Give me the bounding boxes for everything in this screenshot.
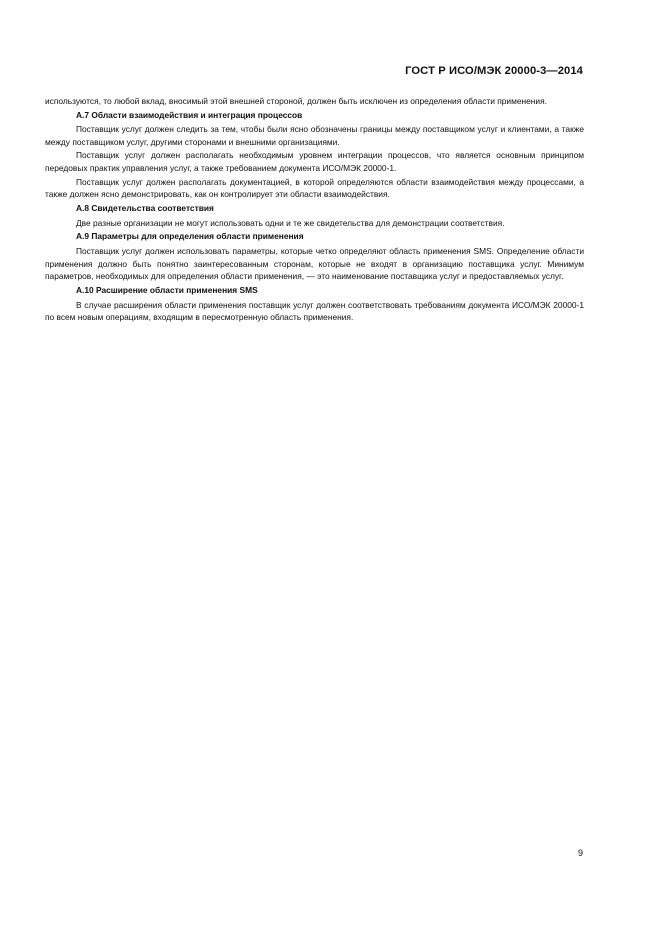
paragraph: Две разные организации не могут использовать одни и те же свидетельства для демонстрации соответствия. — [76, 217, 505, 228]
paragraph: Поставщик услуг должен располагать необходимым уровнем интеграции процессов, что является основным принципом передовых практик управления услуг, а также требованием документа ИСО/МЭК 20000-1. — [45, 150, 584, 174]
paragraph: Поставщик услуг должен располагать документацией, в которой определяются области взаимодействия между процессами, а также должен ясно демонстрировать, как он контролирует эти области взаимодействия. — [45, 176, 584, 200]
paragraph: В случае расширения области применения поставщик услуг должен соответствовать требованиям документа ИСО/МЭК 20000-1 по всем новым операциям, входящим в пересмотренную область применения. — [45, 299, 584, 323]
paragraph: Поставщик услуг должен следить за тем, чтобы были ясно обозначены границы между поставщиком услуг и клиентами, а также между поставщиком услуг, другими сторонами и внешними организациями. — [45, 124, 584, 147]
paragraph-continuation: используются, то любой вклад, вносимый этой внешней стороной, должен быть исключен из определения области применения. — [45, 96, 547, 106]
section-heading-a8: А.8 Свидетельства соответствия — [76, 203, 214, 214]
section-heading-a7: А.7 Области взаимодействия и интеграция процессов — [76, 109, 303, 120]
document-header-title: ГОСТ Р ИСО/МЭК 20000-3—2014 — [405, 65, 583, 77]
section-heading-a9: А.9 Параметры для определения области применения — [76, 231, 304, 242]
page-number: 9 — [577, 848, 583, 858]
document-body — [45, 95, 584, 325]
section-heading-a10: А.10 Расширение области применения SMS — [76, 285, 258, 296]
paragraph: Поставщик услуг должен использовать параметры, которые четко определяют область применения SMS. Определение области применения должно быть понятно заинтересованным сторонам, которые не входят в организацию поставщика услуг. Минимум параметров, необходимых для определения области применения, — это наименование поставщика услуг и предоставляемых услуг. — [45, 245, 584, 282]
